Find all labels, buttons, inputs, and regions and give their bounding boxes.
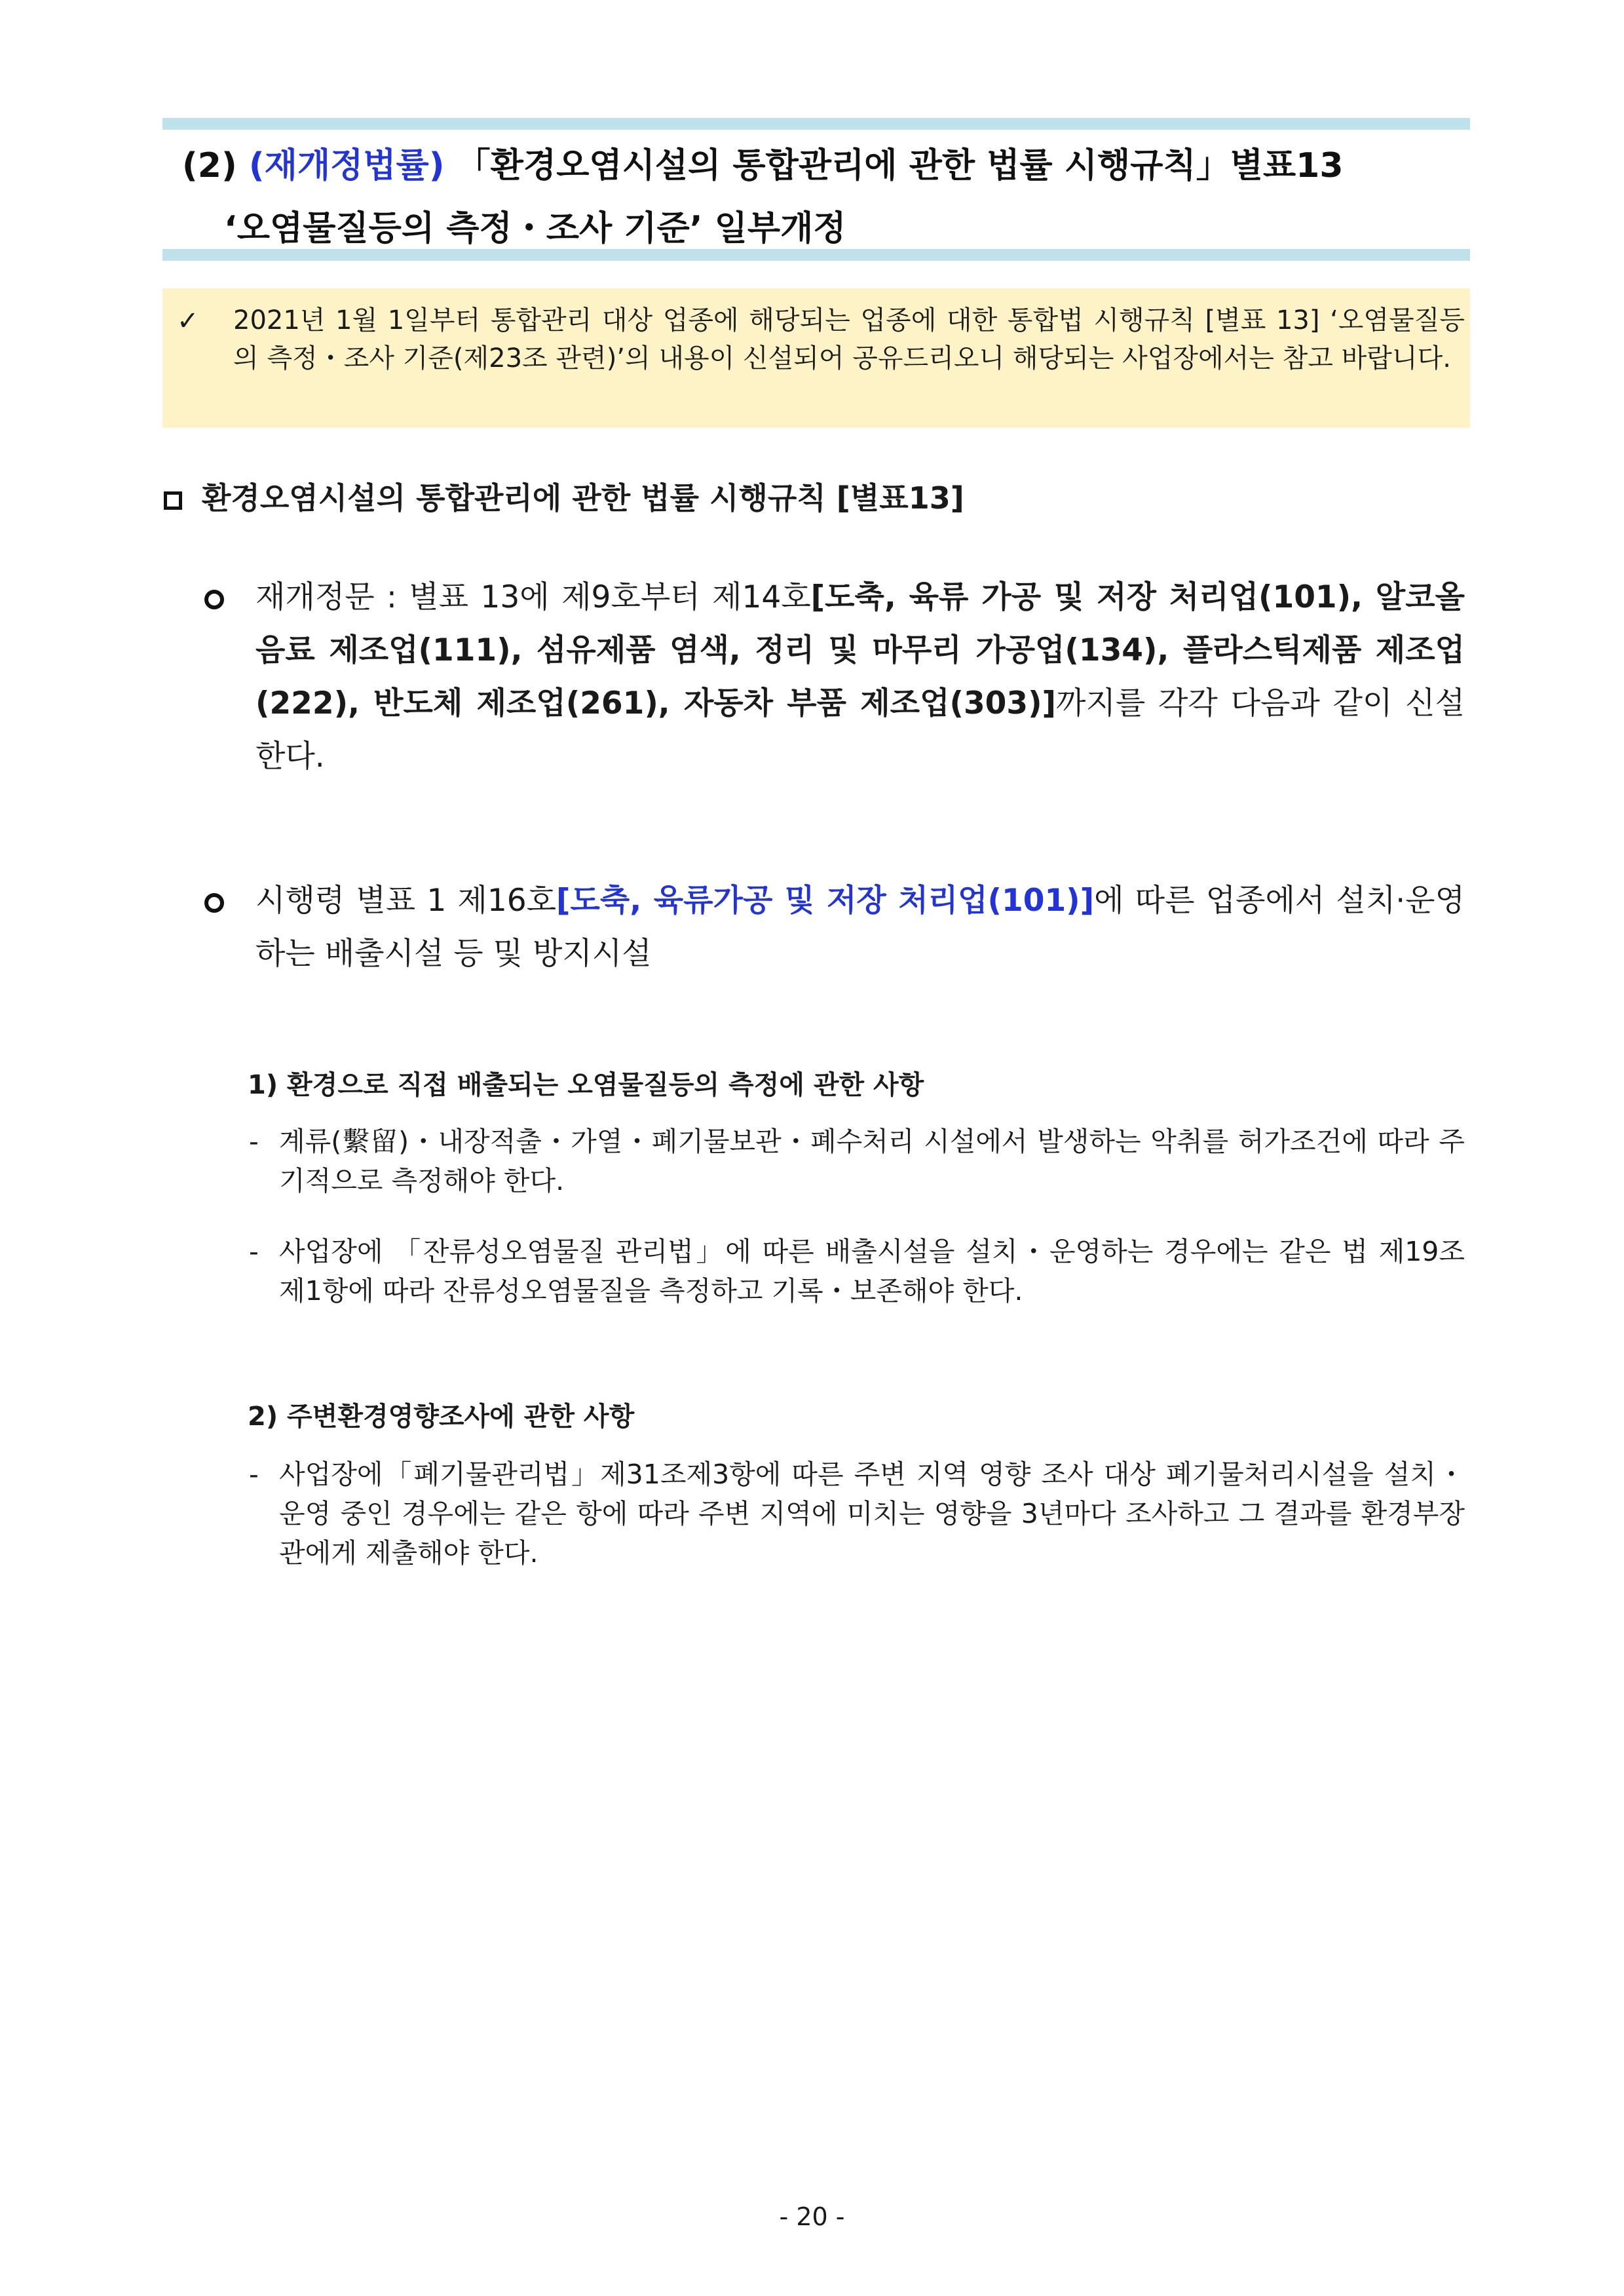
notice-text: 2021년 1월 1일부터 통합관리 대상 업종에 해당되는 업종에 대한 통합법 시행규칙 [별표 13] ‘오염물질등의 측정・조사 기준(제23조 관련)’의 내용이 신설되어 공유드리오니 해당되는 사업장에서는 참고 바랍니다. [233, 305, 1465, 373]
checkbox-square-icon [164, 491, 182, 510]
title-top-rule [162, 118, 1470, 130]
title-tag: (재개정법률) [248, 146, 445, 185]
amendment-outro: 까지를 각각 다음과 같이 신설한다. [255, 685, 1465, 775]
title-bottom-rule [162, 249, 1470, 261]
amendment-paragraph [255, 571, 1465, 783]
list-item: 사업장에 「잔류성오염물질 관리법」에 따른 배출시설을 설치・운영하는 경우에는 같은 법 제19조 제1항에 따라 잔류성오염물질을 측정하고 기록・보존해야 한다. [279, 1236, 1465, 1307]
document-title [182, 134, 1466, 260]
section-heading [164, 477, 964, 519]
title-main: 「환경오염시설의 통합관리에 관한 법률 시행규칙」별표13 [456, 146, 1344, 185]
subsection-heading-1: 1) 환경으로 직접 배출되는 오염물질등의 측정에 관한 사항 [248, 1070, 924, 1100]
circle-bullet-icon [204, 590, 224, 609]
subsection-heading-2: 2) 주변환경영향조사에 관한 사항 [248, 1402, 635, 1432]
dash-bullet: - [249, 1126, 259, 1157]
decree-paragraph [255, 874, 1465, 980]
title-number: (2) [182, 146, 237, 185]
circle-bullet-icon [204, 893, 224, 913]
check-icon: ✓ [177, 306, 199, 336]
dash-bullet: - [249, 1236, 259, 1267]
title-subtitle: ‘오염물질등의 측정・조사 기준’ 일부개정 [224, 209, 846, 248]
amendment-intro: 재개정문 : 별표 13에 제9호부터 제14호 [255, 579, 811, 615]
page-number: - 20 - [779, 2202, 845, 2231]
list-item: 계류(繫留)・내장적출・가열・폐기물보관・폐수처리 시설에서 발생하는 악취를 허가조건에 따라 주기적으로 측정해야 한다. [279, 1126, 1465, 1196]
amendment-industries: [도축, 육류 가공 및 저장 처리업(101), 알코올음료 제조업(111), 섬유제품 염색, 정리 및 마무리 가공업(134), 플라스틱제품 제조업(222), 반도체 제조업(261), 자동차 부품 제조업(303)] [255, 579, 1465, 721]
section-title: 환경오염시설의 통합관리에 관한 법률 시행규칙 [별표13] [202, 480, 964, 516]
decree-outro: 에 따른 업종에서 설치·운영하는 배출시설 등 및 방지시설 [255, 883, 1465, 972]
dash-bullet: - [249, 1459, 259, 1490]
decree-intro: 시행령 별표 1 제16호 [255, 883, 557, 919]
decree-industry: [도축, 육류가공 및 저장 처리업(101)] [556, 883, 1095, 919]
list-item: 사업장에「폐기물관리법」제31조제3항에 따른 주변 지역 영향 조사 대상 폐기물처리시설을 설치・운영 중인 경우에는 같은 항에 따라 주변 지역에 미치는 영향을 3년마다 조사하고 그 결과를 환경부장관에게 제출해야 한다. [279, 1459, 1465, 1569]
